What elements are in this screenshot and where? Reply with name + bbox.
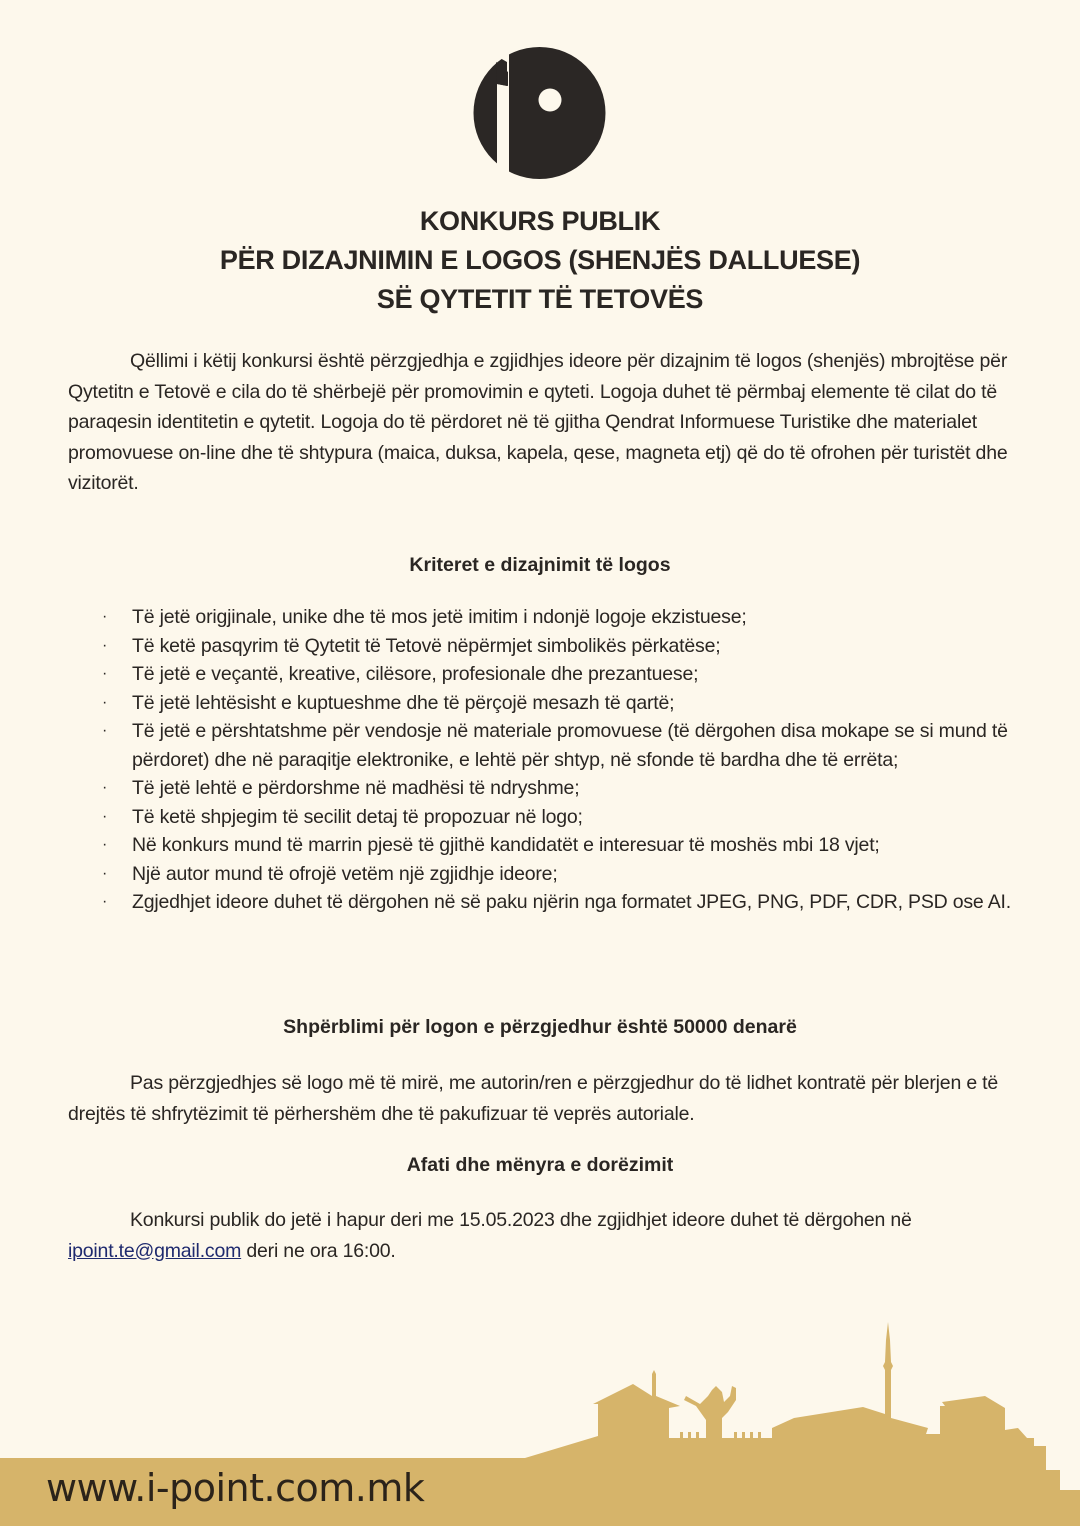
bullet-icon: · — [102, 636, 108, 654]
website-url-link[interactable]: www.i-point.com.mk — [46, 1466, 425, 1510]
deadline-text-after: deri ne ora 16:00. — [241, 1239, 396, 1262]
bullet-icon: · — [102, 779, 108, 796]
list-item: · Të jetë e përshtatshme për vendosje në materiale promovuese (të dërgohen disa mokape se si mund të përdoret) dhe në paraqitje elektronike, e lehtë për shtyp, në sfonde të bardha dhe të errëta; — [92, 717, 1032, 774]
list-item: · Të ketë shpjegim të secilit detaj të propozuar në logo; — [92, 803, 1032, 832]
title-line-3: SË QYTETIT TË TETOVËS — [376, 284, 704, 314]
bullet-icon: · — [102, 608, 108, 625]
list-item: · Një autor mund të ofrojë vetëm një zgjidhje ideore; — [92, 860, 1032, 889]
reward-heading: Shpërblimi për logon e përzgjedhur është 50000 denarë — [283, 1016, 797, 1038]
reward-text: Pas përzgjedhjes së logo më të mirë, me autorin/ren e përzgjedhur do të lidhet kontratë për blerjen e të drejtës të shfrytëzimit të përhershëm dhe të pakufizuar të veprës autoriale. — [68, 1072, 999, 1125]
deadline-text-before: Konkursi publik do jetë i hapur deri me 15.05.2023 dhe zgjidhjet ideore duhet të dërgohen në — [130, 1209, 912, 1231]
list-item: · Të jetë lehtësisht e kuptueshme dhe të përçojë mesazh të qartë; — [92, 689, 1032, 718]
reward-paragraph — [68, 1068, 1018, 1129]
bullet-icon: · — [102, 807, 108, 825]
page-title — [0, 202, 1080, 319]
title-line-2: PËR DIZAJNIMIN E LOGOS (SHENJËS DALLUESE) — [219, 245, 861, 275]
deadline-heading: Afati dhe mënyra e dorëzimit — [406, 1154, 674, 1176]
intro-paragraph — [68, 346, 1018, 499]
bullet-icon: · — [102, 722, 108, 739]
i-point-logo-icon — [472, 42, 607, 182]
list-item: · Zgjedhjet ideore duhet të dërgohen në së paku njërin nga formatet JPEG, PNG, PDF, CDR, PSD ose AI. — [92, 888, 1032, 917]
list-item: · Të jetë e veçantë, kreative, cilësore, profesionale dhe prezantuese; — [92, 660, 1032, 689]
bullet-icon: · — [102, 893, 108, 910]
email-link[interactable]: ipoint.te@gmail.com — [68, 1239, 242, 1262]
bullet-icon: · — [102, 693, 108, 711]
bullet-icon: · — [102, 864, 108, 882]
bullet-icon: · — [102, 836, 108, 853]
deadline-paragraph — [68, 1205, 1018, 1266]
bullet-icon: · — [102, 665, 108, 682]
list-item: · Në konkurs mund të marrin pjesë të gjithë kandidatët e interesuar të moshës mbi 18 vjet; — [92, 831, 1032, 860]
list-item: · Të ketë pasqyrim të Qytetit të Tetovë nëpërmjet simbolikës përkatëse; — [92, 632, 1032, 661]
title-line-1: KONKURS PUBLIK — [419, 206, 661, 236]
criteria-list — [92, 603, 1032, 917]
list-item: · Të jetë origjinale, unike dhe të mos jetë imitim i ndonjë logoje ekzistuese; — [92, 603, 1032, 632]
criteria-heading: Kriteret e dizajnimit të logos — [409, 554, 671, 576]
intro-text: Qëllimi i këtij konkursi është përzgjedhja e zgjidhjes ideore për dizajnim të logos (shenjës) mbrojtëse për Qytetitn e Tetovë e cila do të shërbejë për promovimin e qyteti. Logoja duhet të përmbaj elemente të cilat do të paraqesin identitetin e qytetit. Logoja do të përdoret në të gjitha Qendrat Informuese Turistike dhe materialet promovuese on-line dhe të shtypura (maica, duksa, kapela, qese, magneta etj) që do të ofrohen për turistët dhe vizitorët. — [68, 350, 1008, 494]
list-item: · Të jetë lehtë e përdorshme në madhësi të ndryshme; — [92, 774, 1032, 803]
